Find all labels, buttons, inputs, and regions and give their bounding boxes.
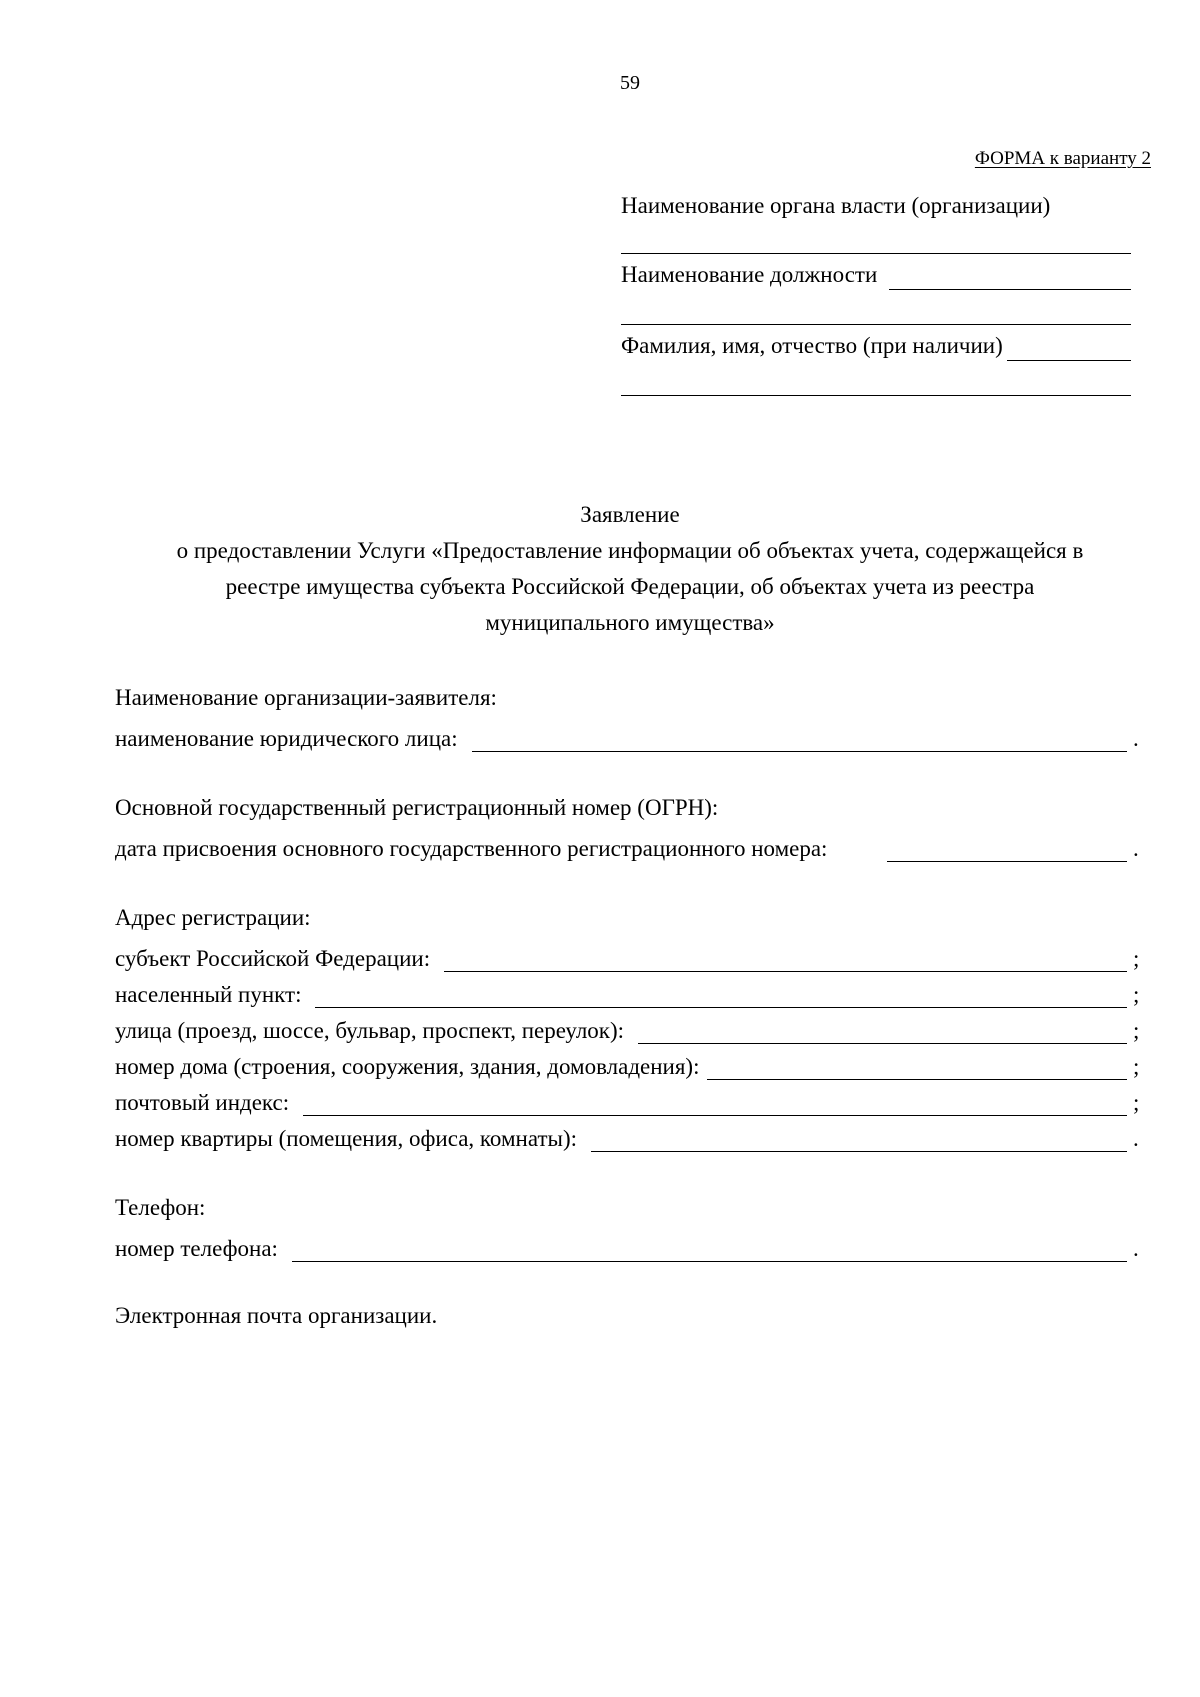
ogrn-date-field[interactable] [887, 833, 1127, 862]
email-label: Электронная почта организации. [115, 1303, 438, 1328]
phone-end: . [1133, 1236, 1139, 1261]
house-end: ; [1133, 1054, 1140, 1079]
application-title [130, 497, 1130, 641]
ogrn-date-end: . [1133, 836, 1139, 861]
locality-field[interactable] [315, 979, 1127, 1008]
page-number: 59 [620, 72, 640, 94]
ogrn-date-row [115, 826, 1145, 862]
full-name-field[interactable] [1007, 334, 1131, 361]
locality-label: населенный пункт: [115, 982, 302, 1007]
legal-name-field[interactable] [472, 723, 1127, 752]
ogrn-heading: Основной государственный регистрационный номер (ОГРН): [115, 795, 719, 820]
email-section [115, 1298, 1145, 1334]
position-row [621, 260, 1131, 290]
full-name-label: Фамилия, имя, отчество (при наличии) [621, 333, 1003, 358]
street-label: улица (проезд, шоссе, бульвар, проспект, переулок): [115, 1018, 625, 1043]
organization-heading: Наименование организации-заявителя: [115, 685, 497, 710]
phone-row [115, 1226, 1145, 1262]
legal-name-label: наименование юридического лица: [115, 726, 458, 751]
organization-section [115, 680, 1145, 752]
apartment-row [115, 1116, 1145, 1152]
legal-name-row [115, 716, 1145, 752]
authority-field[interactable] [621, 253, 1131, 254]
postcode-field[interactable] [303, 1087, 1127, 1116]
phone-label: номер телефона: [115, 1236, 278, 1261]
title-line-1: о предоставлении Услуги «Предоставление информации об объектах учета, содержащейся в [176, 538, 1084, 563]
locality-end: ; [1133, 982, 1140, 1007]
house-label: номер дома (строения, сооружения, здания, домовладения): [115, 1054, 700, 1079]
position-field-extra[interactable] [621, 324, 1131, 325]
legal-name-end: . [1133, 726, 1139, 751]
title-heading: Заявление [580, 502, 680, 527]
locality-row [115, 972, 1145, 1008]
phone-heading: Телефон: [115, 1195, 206, 1220]
subject-row [115, 936, 1145, 972]
authority-label: Наименование органа власти (организации) [621, 193, 1051, 218]
postcode-label: почтовый индекс: [115, 1090, 290, 1115]
ogrn-section [115, 790, 1145, 862]
phone-field[interactable] [292, 1233, 1127, 1262]
position-field[interactable] [889, 263, 1131, 290]
street-row [115, 1008, 1145, 1044]
subject-end: ; [1133, 946, 1140, 971]
full-name-row [621, 331, 1131, 361]
form-reference: ФОРМА к варианту 2 [974, 148, 1151, 169]
postcode-end: ; [1133, 1090, 1140, 1115]
apartment-label: номер квартиры (помещения, офиса, комнаты): [115, 1126, 577, 1151]
subject-label: субъект Российской Федерации: [115, 946, 431, 971]
title-line-2: реестре имущества субъекта Российской Федерации, об объектах учета из реестра [225, 574, 1035, 599]
ogrn-date-label: дата присвоения основного государственного регистрационного номера: [115, 836, 828, 861]
address-section [115, 900, 1145, 1152]
apartment-end: . [1133, 1126, 1139, 1151]
phone-section [115, 1190, 1145, 1262]
subject-field[interactable] [444, 943, 1127, 972]
house-field[interactable] [707, 1051, 1127, 1080]
position-label: Наименование должности [621, 262, 878, 287]
address-heading: Адрес регистрации: [115, 905, 311, 930]
title-line-3: муниципального имущества» [485, 610, 775, 635]
street-end: ; [1133, 1018, 1140, 1043]
street-field[interactable] [638, 1015, 1127, 1044]
apartment-field[interactable] [591, 1123, 1127, 1152]
house-row [115, 1044, 1145, 1080]
full-name-field-extra[interactable] [621, 395, 1131, 396]
postcode-row [115, 1080, 1145, 1116]
